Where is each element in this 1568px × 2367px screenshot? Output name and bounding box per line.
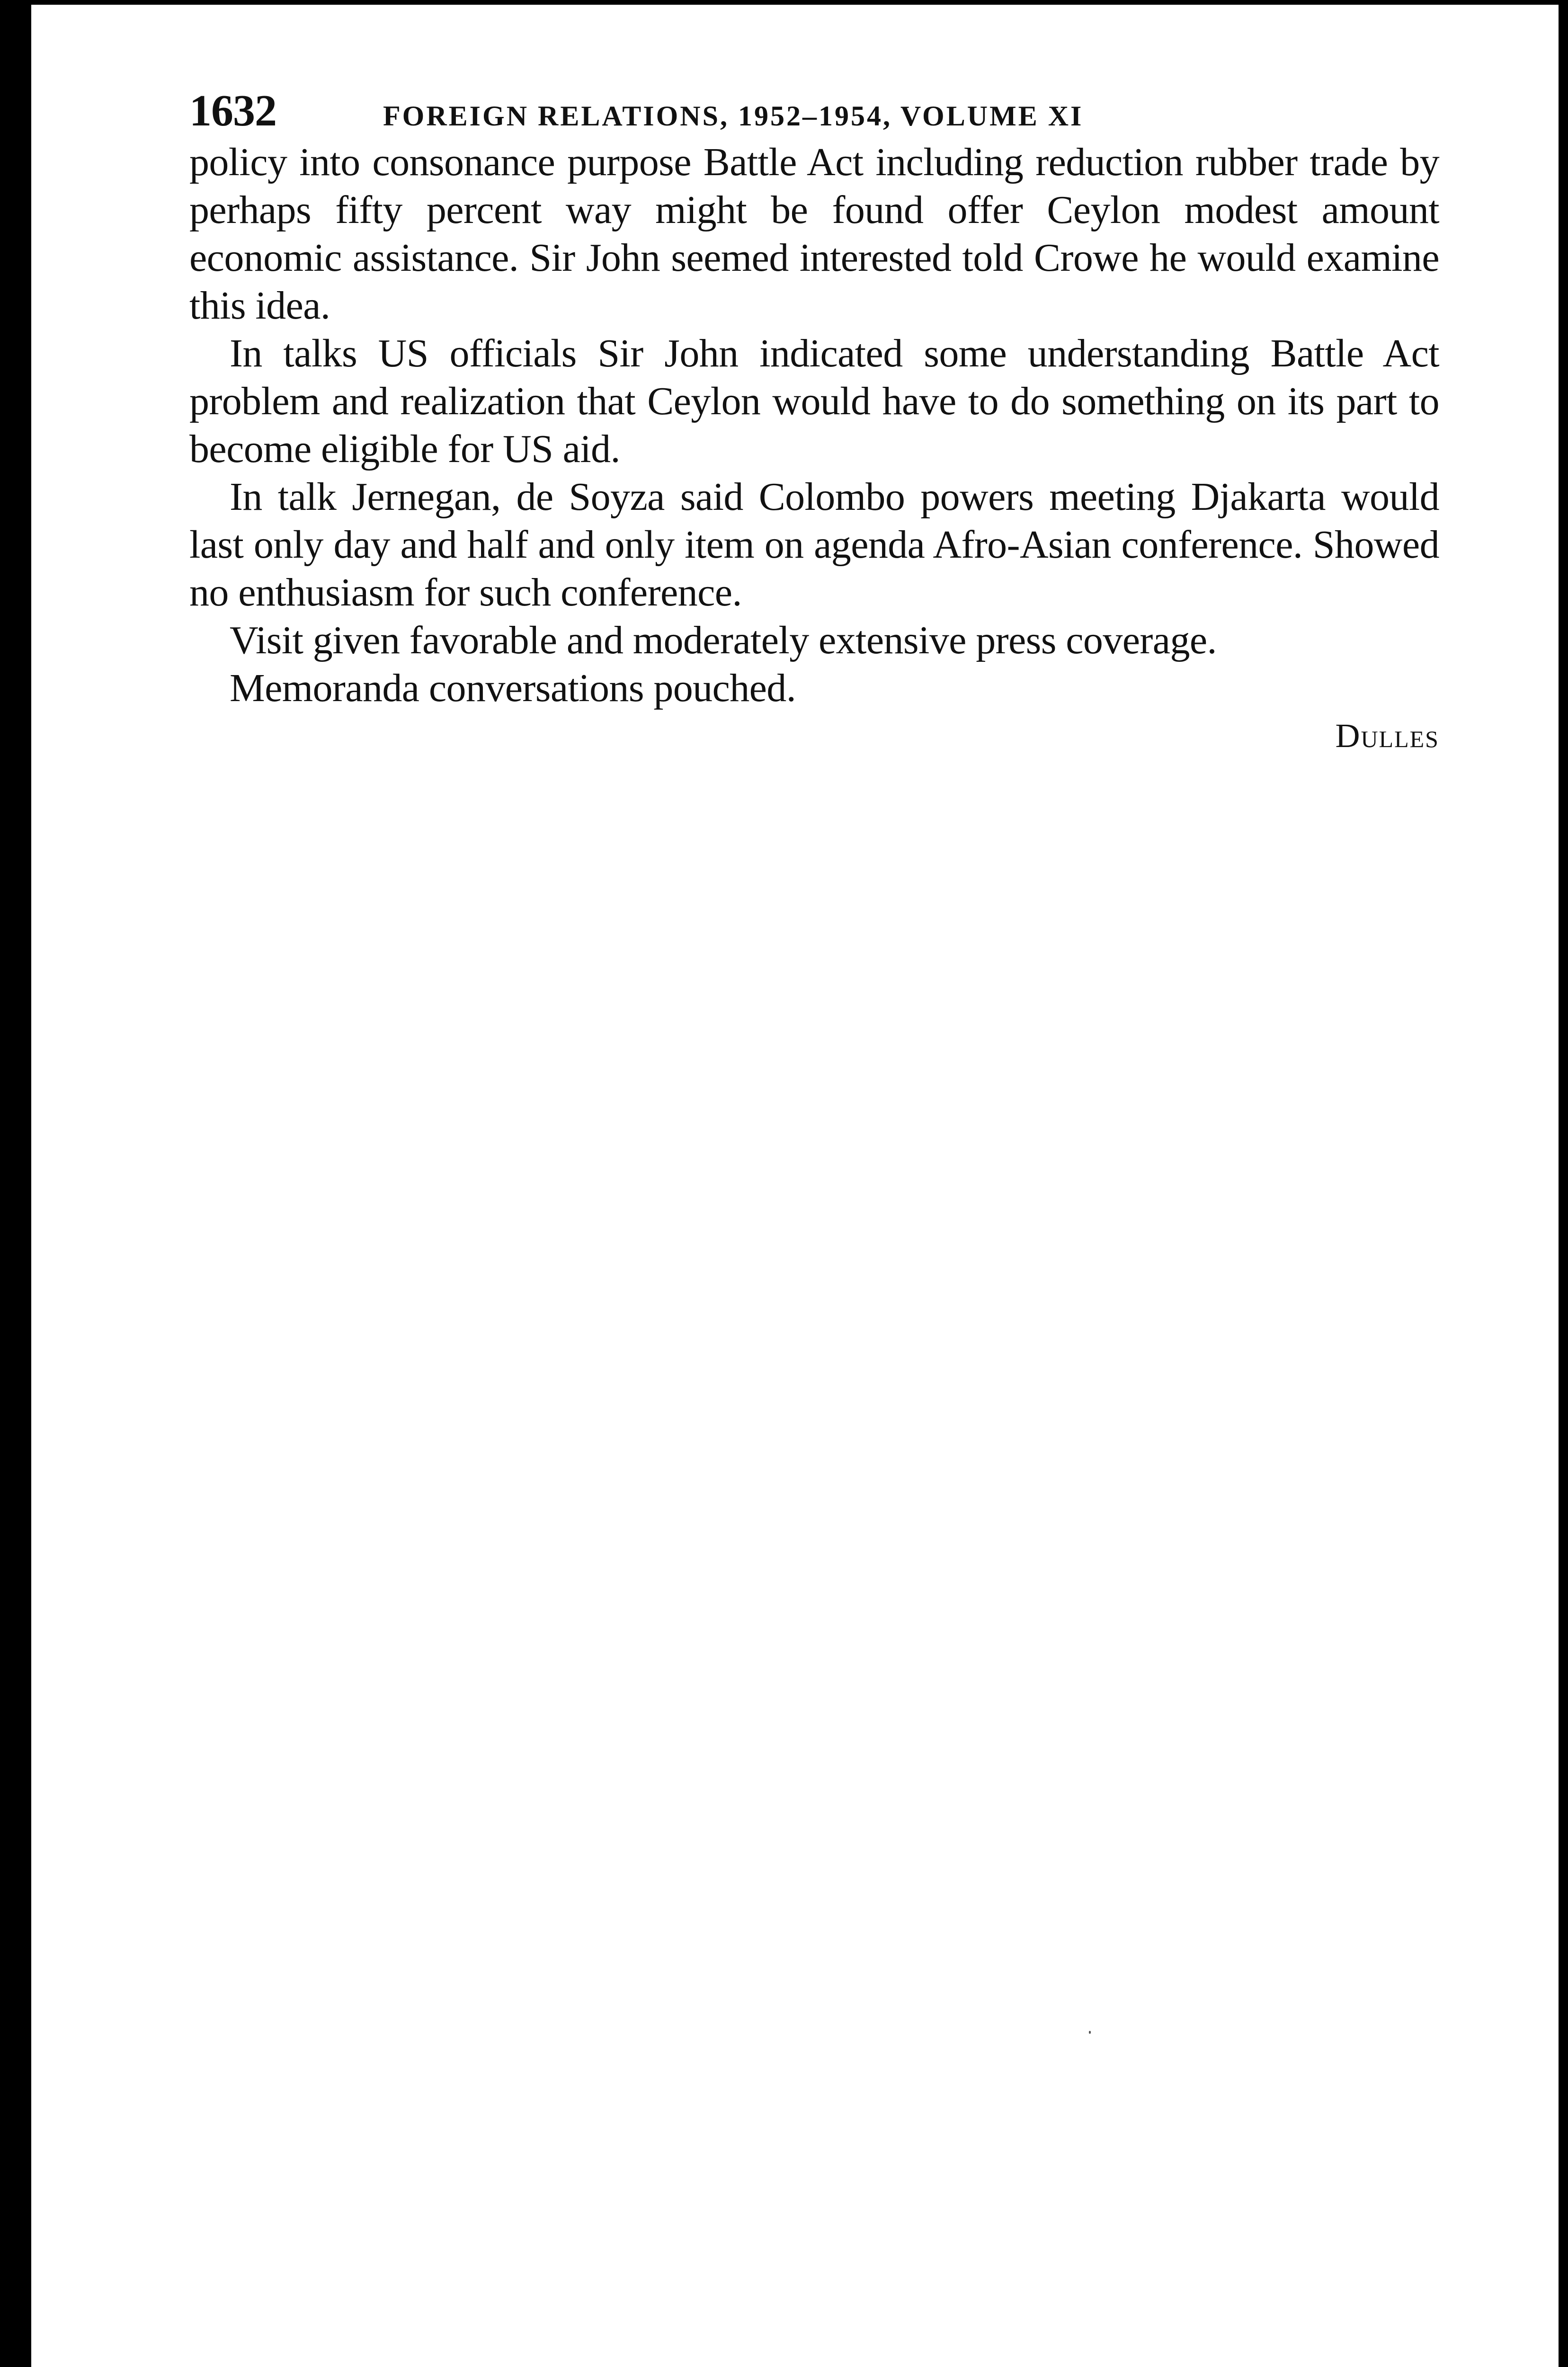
document-page [189, 85, 1439, 760]
paragraph: Visit given favorable and moderately extensive press coverage. [230, 618, 1217, 662]
paragraph: In talks US officials Sir John indicated some understanding Battle Act problem and realization that Ceylon would have to do something on its part to become eligible for US aid. [189, 331, 1439, 471]
paragraph-continuation: policy into consonance purpose Battle Act including reduction rubber trade by perhaps fifty percent way might be found offer Ceylon modest amount economic assistance. Sir John seemed interested told Crowe he would examine this idea. [189, 140, 1439, 328]
running-head [189, 85, 1439, 137]
paragraph: In talk Jernegan, de Soyza said Colombo powers meeting Djakarta would last only day and half and only item on agenda Afro-Asian conference. Showed no enthusiasm for such conference. [189, 475, 1439, 614]
page-number: 1632 [189, 86, 276, 135]
running-title: FOREIGN RELATIONS, 1952–1954, VOLUME XI [383, 100, 1084, 132]
scan-edge-right [1559, 0, 1568, 2367]
scan-edge-top [0, 0, 1568, 5]
signature: Dulles [1335, 717, 1439, 755]
paragraph: Memoranda conversations pouched. [230, 666, 796, 710]
document-body [189, 138, 1439, 712]
scan-speck [1089, 2031, 1091, 2034]
scan-edge-left [0, 0, 31, 2367]
